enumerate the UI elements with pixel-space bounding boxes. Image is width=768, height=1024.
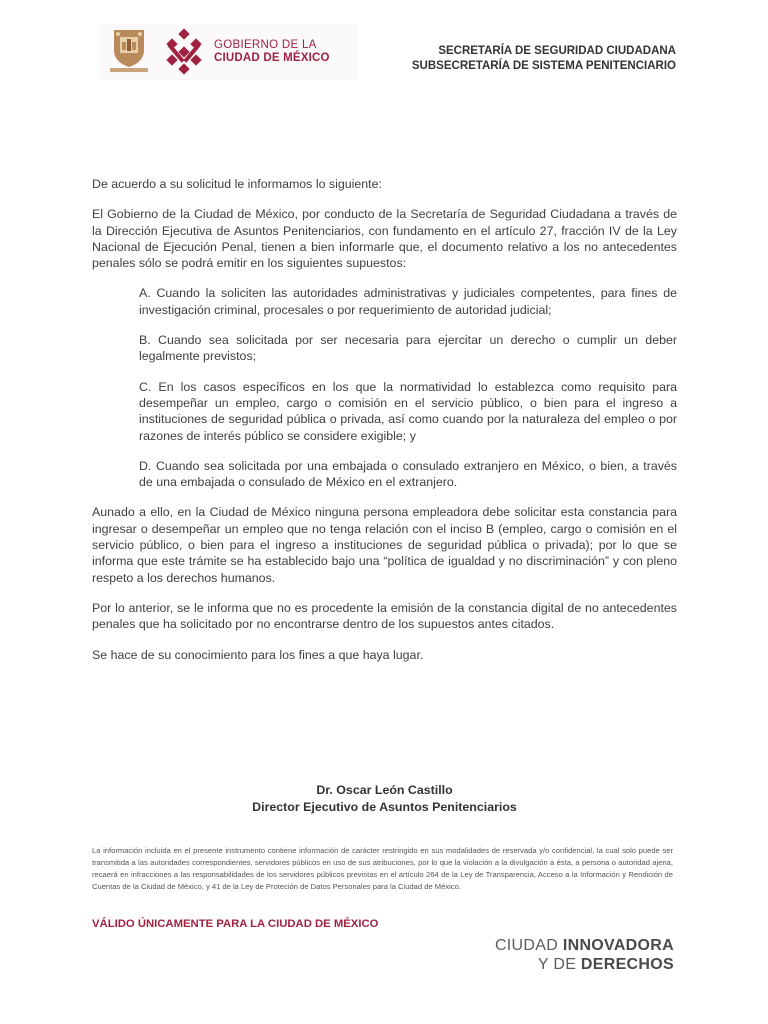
header-agency bbox=[412, 44, 676, 74]
validity-notice: VÁLIDO ÚNICAMENTE PARA LA CIUDAD DE MÉXICO bbox=[92, 918, 379, 930]
coat-of-arms-caption bbox=[110, 68, 148, 72]
secretaria-title: SECRETARÍA DE SEGURIDAD CIUDADANA bbox=[438, 45, 676, 57]
signatory-title: Director Ejecutivo de Asuntos Penitenciarios bbox=[252, 800, 517, 814]
signature-block bbox=[92, 782, 677, 816]
subsecretaria-title: SUBSECRETARÍA DE SISTEMA PENITENCIARIO bbox=[411, 60, 676, 72]
paragraph-2: Aunado a ello, en la Ciudad de México ninguna persona empleadora debe solicitar esta constancia para ingresar o desempeñar un empleo que no tenga relación con el inciso B (empleo, cargo o comisión en el servicio público, o bien para el ingreso a instituciones de seguridad pública o privada); por lo que se informa que este trámite se ha establecido bajo una “política de igualdad y no discriminación” y con pleno respeto a los derechos humanos. bbox=[92, 505, 677, 585]
slogan-line-2-a: Y DE bbox=[537, 956, 581, 973]
logo-line-1: GOBIERNO DE LA bbox=[214, 39, 317, 51]
slogan-line-2-b: DERECHOS bbox=[580, 956, 674, 973]
list-item-d: D. Cuando sea solicitada por una embajada o consulado extranjero en México, o bien, a través de una embajada o consulado de México en el extranjero. bbox=[139, 458, 677, 490]
slogan-line-2 bbox=[495, 955, 674, 974]
intro-paragraph: De acuerdo a su solicitud le informamos lo siguiente: bbox=[92, 177, 382, 191]
confidentiality-disclaimer: La información incluida en el presente instrumento contiene información de carácter restringido en sus modalidades de reservada y/o confidencial, la cual solo puede ser transmitida a las autoridades correspondientes, servidores públicos en uso de sus atribuciones, por lo que la violación a la divulgación a ésta, a persona o autoridad ajena, recaerá en infracciones a las responsabilidades de los servidores públicos previstas en el artículo 264 de la Ley de Transparencia, Acceso a la Información y Rendición de Cuentas de la Ciudad de México, y 41 de la Ley de Proteción de Datos Personales para la Ciudad de México. bbox=[92, 846, 673, 891]
list-item-b: B. Cuando sea solicitada por ser necesaria para ejercitar un derecho o cumplir un deber legalmente previstos; bbox=[139, 333, 677, 364]
letter-body bbox=[92, 176, 677, 677]
cdmx-logo bbox=[100, 24, 358, 80]
slogan-line-1-a: CIUDAD bbox=[494, 937, 563, 954]
paragraph-4: Se hace de su conocimiento para los fines a que haya lugar. bbox=[92, 647, 424, 662]
cdmx-emblem-icon bbox=[162, 28, 206, 76]
coat-of-arms-icon bbox=[112, 28, 146, 68]
signatory-name: Dr. Oscar León Castillo bbox=[316, 783, 453, 797]
logo-line-2: CIUDAD DE MÉXICO bbox=[214, 52, 330, 64]
paragraph-1: El Gobierno de la Ciudad de México, por conducto de la Secretaría de Seguridad Ciudadana a través de la Dirección Ejecutiva de Asuntos Penitenciarios, con fundamento en el artículo 27, fracción IV de la Ley Nacional de Ejecución Penal, tienen a bien informarle que, el documento relativo a los no antecedentes penales sólo se podrá emitir en los siguientes supuestos: bbox=[92, 207, 677, 271]
list-item-c: C. En los casos específicos en los que la normatividad lo establezca como requisito para desempeñar un empleo, cargo o comisión en el servicio público, o bien para el ingreso a instituciones de seguridad pública o privada, así como cuando por la naturaleza del empleo o por razones de interés público se considere exigible; y bbox=[139, 379, 677, 443]
paragraph-3: Por lo anterior, se le informa que no es procedente la emisión de la constancia digital de no antecedentes penales que ha solicitado por no encontrarse dentro de los supuestos antes citados. bbox=[92, 600, 677, 632]
list-item-a: A. Cuando la soliciten las autoridades administrativas y judiciales competentes, para fines de investigación criminal, procesales o por requerimiento de autoridad judicial; bbox=[139, 286, 677, 317]
slogan-line-1 bbox=[495, 936, 674, 955]
slogan bbox=[495, 936, 674, 974]
slogan-line-1-b: INNOVADORA bbox=[562, 937, 674, 954]
